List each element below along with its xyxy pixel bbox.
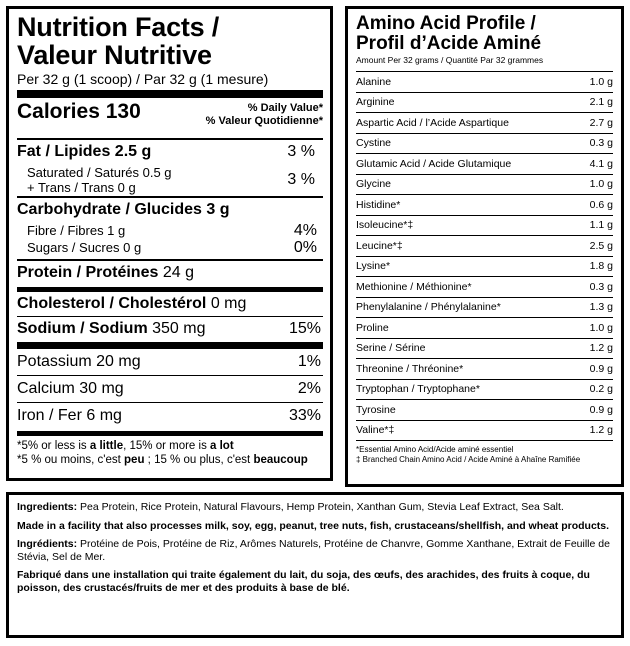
sodium-pct: 15% [288,319,321,337]
calcium-pct: 2% [297,380,321,397]
iron-pct: 33% [288,407,321,424]
amino-row [356,216,613,237]
amino-name: Glutamic Acid / Acide Glutamique [356,157,512,170]
amino-row [356,421,613,442]
amino-name: Arginine [356,96,395,109]
ingredients-en: Ingredients: Pea Protein, Rice Protein, Natural Flavours, Hemp Protein, Xanthan Gum, Stevia Leaf Extract, Sea Salt. [17,501,564,513]
footnote-fr: *5 % ou moins, c'est peu ; 15 % ou plus, c'est beaucoup [17,454,308,466]
amino-name: Leucine*‡ [356,239,403,252]
amino-row [356,134,613,155]
amino-name: Cystine [356,137,392,150]
daily-value-fr: % Valeur Quotidienne* [205,115,323,127]
amino-value: 1.3 g [589,301,613,314]
fibre-row [17,222,323,239]
fat-pct: 3 % [287,143,315,160]
calcium: Calcium 30 mg [17,380,124,397]
potassium-row [17,349,323,375]
amino-name: Lysine* [356,260,391,273]
amino-name: Aspartic Acid / l’Acide Aspartique [356,116,509,129]
protein-label: Protein / Protéines [17,264,159,281]
amino-name: Tyrosine [356,403,396,416]
amino-value: 0.3 g [589,137,613,150]
amino-row [356,154,613,175]
calcium-row [17,376,323,402]
amino-value: 0.9 g [589,403,613,416]
amino-value: 1.0 g [589,321,613,334]
amino-value: 0.3 g [589,280,613,293]
fat-value: 2.5 g [114,143,152,160]
serving-size: Per 32 g (1 scoop) / Par 32 g (1 mesure) [17,71,269,87]
amino-table [356,71,613,441]
amino-name: Threonine / Thréonine* [356,362,464,375]
carb-row [17,198,323,222]
amino-row [356,339,613,360]
amino-name: Proline [356,321,389,334]
amino-value: 1.2 g [589,342,613,355]
amino-value: 0.9 g [589,362,613,375]
amino-value: 1.0 g [589,178,613,191]
sodium-value: 350 mg [152,319,206,337]
carb-label: Carbohydrate / Glucides [17,201,202,218]
cholesterol-label: Cholesterol / Cholestérol [17,295,207,312]
amino-row [356,236,613,257]
calories-label: Calories [17,100,100,123]
amino-value: 2.5 g [589,239,613,252]
ingredients-fr: Ingrédients: Protéine de Pois, Protéine de Riz, Arômes Naturels, Protéine de Chanvre, Gomme Xanthane, Extrait de Feuille de Stévia, Sel de Mer. [17,538,610,563]
sodium-row [17,317,323,340]
amino-note-bcaa: ‡ Branched Chain Amino Acid / Acide Aminé à Ahaîne Ramifiée [356,455,581,464]
amino-value: 1.1 g [589,219,613,232]
sugars-pct: 0% [293,238,317,256]
amino-name: Glycine [356,178,392,191]
calories-value: 130 [105,100,141,123]
fibre: Fibre / Fibres 1 g [27,223,126,238]
saturated: Saturated / Saturés 0.5 g [27,165,172,180]
fibre-pct: 4% [293,221,317,239]
nutrition-facts-panel [6,6,333,481]
amino-row [356,175,613,196]
amino-name: Valine*‡ [356,424,395,437]
carb-value: 3 g [206,201,230,218]
allergen-fr: Fabriqué dans une installation qui traite également du lait, du soja, des œufs, des arachides, des fruits à coque, du poisson, des crustacés/fruits de mer et des produits à base de blé. [17,569,590,594]
amino-subtitle: Amount Per 32 grams / Quantité Par 32 grammes [356,55,544,65]
nutrition-title-fr: Valeur Nutritive [17,40,212,70]
sat-trans-row [17,164,323,196]
trans: + Trans / Trans 0 g [27,180,136,195]
amino-name: Tryptophan / Tryptophane* [356,383,480,396]
amino-name: Phenylalanine / Phénylalanine* [356,301,501,314]
potassium-pct: 1% [297,353,321,370]
amino-value: 0.6 g [589,198,613,211]
sat-trans-pct: 3 % [287,171,315,188]
amino-value: 4.1 g [589,157,613,170]
amino-title-fr: Profil d’Acide Aminé [356,33,542,54]
amino-value: 1.2 g [589,424,613,437]
footnote-en: *5% or less is a little, 15% or more is a lot [17,440,234,452]
amino-row [356,195,613,216]
amino-value: 1.0 g [589,75,613,88]
amino-name: Methionine / Méthionine* [356,280,472,293]
protein-row [17,261,323,285]
amino-row [356,257,613,278]
sodium-label: Sodium / Sodium [17,319,148,337]
sugars: Sugars / Sucres 0 g [27,240,142,255]
amino-value: 2.7 g [589,116,613,129]
amino-name: Histidine* [356,198,401,211]
amino-row [356,72,613,93]
amino-row [356,277,613,298]
fat-row [17,140,323,164]
iron-row [17,403,323,429]
sugars-row [17,239,323,256]
amino-note-essential: *Essential Amino Acid/Acide aminé essentiel [356,445,514,454]
allergen-en: Made in a facility that also processes milk, soy, egg, peanut, tree nuts, fish, crustaceans/shellfish, and wheat products. [17,519,610,532]
amino-row [356,93,613,114]
amino-acid-panel [345,6,624,487]
amino-row [356,359,613,380]
amino-row [356,318,613,339]
ingredients-panel [6,492,624,638]
amino-value: 0.2 g [589,383,613,396]
amino-row [356,400,613,421]
protein-value: 24 g [162,264,194,281]
amino-value: 1.8 g [589,260,613,273]
calories-row [17,98,323,138]
amino-name: Isoleucine*‡ [356,219,414,232]
amino-value: 2.1 g [589,96,613,109]
iron: Iron / Fer 6 mg [17,407,122,424]
amino-row [356,380,613,401]
amino-row [356,113,613,134]
daily-value-en: % Daily Value* [247,102,323,114]
amino-name: Serine / Sérine [356,342,426,355]
nutrition-title-en: Nutrition Facts / [17,12,220,42]
amino-title-en: Amino Acid Profile / [356,13,536,34]
amino-name: Alanine [356,75,392,88]
amino-row [356,298,613,319]
cholesterol-value: 0 mg [210,295,247,312]
fat-label: Fat / Lipides [17,143,111,160]
potassium: Potassium 20 mg [17,353,141,370]
cholesterol-row [17,292,323,316]
